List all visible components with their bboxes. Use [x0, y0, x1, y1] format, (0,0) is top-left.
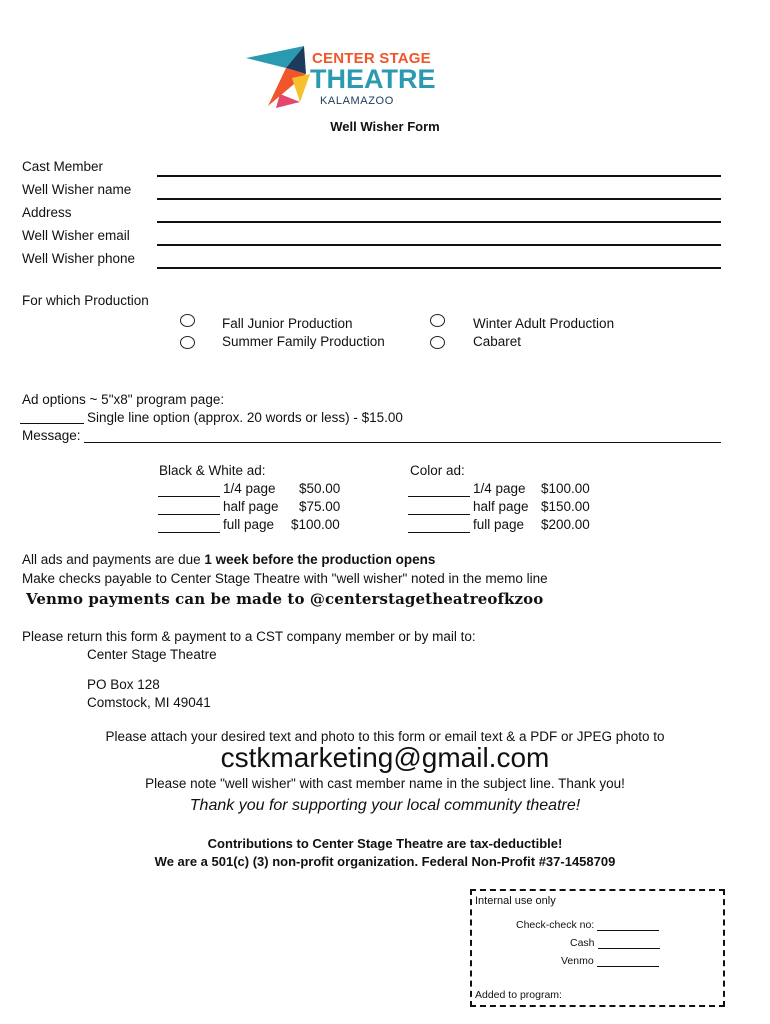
radio-winter-adult[interactable]: [430, 314, 445, 327]
internal-cash-line[interactable]: [598, 948, 660, 949]
bw-size-half: half page: [223, 499, 279, 514]
bw-blank-half[interactable]: [158, 500, 220, 515]
radio-summer-family[interactable]: [180, 336, 195, 349]
field-line-address[interactable]: [157, 221, 721, 223]
logo-line-1: CENTER STAGE: [312, 50, 431, 67]
tax-line-1: Contributions to Center Stage Theatre are tax-deductible!: [207, 836, 563, 851]
field-line-well-wisher-name[interactable]: [157, 198, 721, 200]
single-line-option: Single line option (approx. 20 words or less) - $15.00: [87, 410, 403, 425]
color-price-quarter: $100.00: [541, 481, 590, 496]
internal-check: [516, 919, 659, 931]
thanks-note: Thank you for supporting your local community theatre!: [189, 797, 581, 814]
logo: [246, 44, 446, 110]
internal-cash: [570, 937, 660, 949]
field-label-phone: Well Wisher phone: [22, 251, 136, 266]
internal-venmo-label: Venmo: [561, 955, 594, 967]
single-line-blank[interactable]: [20, 409, 84, 424]
internal-venmo-line[interactable]: [597, 966, 659, 967]
form-title: Well Wisher Form: [330, 119, 440, 134]
bw-price-full: $100.00: [291, 517, 340, 532]
bw-ad-heading: Black & White ad:: [159, 463, 266, 478]
payment-due-prefix: All ads and payments are due: [22, 552, 205, 567]
internal-check-line[interactable]: [597, 930, 659, 931]
field-line-phone[interactable]: [157, 267, 721, 269]
marketing-email[interactable]: cstkmarketing@gmail.com: [220, 742, 550, 773]
color-price-full: $200.00: [541, 517, 590, 532]
internal-use-box: [470, 889, 725, 1007]
field-label-cast-member: Cast Member: [22, 159, 104, 174]
internal-cash-label: Cash: [570, 937, 595, 949]
logo-line-2: THEATRE: [310, 64, 436, 94]
internal-added: Added to program:: [475, 989, 562, 1001]
option-fall-junior: Fall Junior Production: [222, 316, 353, 331]
field-label-well-wisher-name: Well Wisher name: [22, 182, 132, 197]
logo-mark-icon: [246, 44, 316, 110]
internal-venmo: [561, 955, 659, 967]
option-cabaret: Cabaret: [473, 334, 522, 349]
radio-fall-junior[interactable]: [180, 314, 195, 327]
message-line[interactable]: [84, 442, 721, 443]
tax-line-2: We are a 501(c) (3) non-profit organization. Federal Non-Profit #37-1458709: [154, 854, 616, 869]
color-blank-quarter[interactable]: [408, 482, 470, 497]
bw-price-quarter: $50.00: [299, 481, 341, 496]
color-size-quarter: 1/4 page: [473, 481, 526, 496]
color-blank-half[interactable]: [408, 500, 470, 515]
bw-blank-full[interactable]: [158, 518, 220, 533]
bw-price-half: $75.00: [299, 499, 341, 514]
payment-due-bold: 1 week before the production opens: [204, 552, 436, 567]
return-po: PO Box 128: [87, 677, 160, 692]
field-line-email[interactable]: [157, 244, 721, 246]
internal-check-label: Check-check no:: [516, 919, 595, 931]
bw-size-full: full page: [223, 517, 275, 532]
color-price-half: $150.00: [541, 499, 590, 514]
production-question: For which Production: [22, 293, 149, 308]
color-blank-full[interactable]: [408, 518, 470, 533]
logo-line-3: KALAMAZOO: [320, 95, 394, 107]
field-label-address: Address: [22, 205, 72, 220]
return-intro: Please return this form & payment to a CST company member or by mail to:: [22, 629, 476, 644]
venmo-note: Venmo payments can be made to @centerstagetheatreofkzoo: [26, 590, 544, 608]
checks-payable: Make checks payable to Center Stage Theatre with "well wisher" noted in the memo line: [22, 571, 548, 586]
field-label-email: Well Wisher email: [22, 228, 130, 243]
color-ad-heading: Color ad:: [410, 463, 465, 478]
field-line-cast-member[interactable]: [157, 175, 721, 177]
payment-due: [22, 552, 435, 568]
return-name: Center Stage Theatre: [87, 647, 217, 662]
option-summer-family: Summer Family Production: [222, 334, 385, 349]
internal-title: Internal use only: [475, 895, 556, 907]
bw-blank-quarter[interactable]: [158, 482, 220, 497]
option-winter-adult: Winter Adult Production: [473, 316, 615, 331]
ad-options-heading: Ad options ~ 5"x8" program page:: [22, 392, 225, 407]
color-size-half: half page: [473, 499, 529, 514]
message-label: Message:: [22, 428, 81, 443]
return-city: Comstock, MI 49041: [87, 695, 211, 710]
subject-note: Please note "well wisher" with cast member name in the subject line. Thank you!: [145, 776, 625, 791]
bw-size-quarter: 1/4 page: [223, 481, 276, 496]
radio-cabaret[interactable]: [430, 336, 445, 349]
attach-text: Please attach your desired text and photo to this form or email text & a PDF or JPEG photo to: [105, 729, 665, 744]
color-size-full: full page: [473, 517, 525, 532]
